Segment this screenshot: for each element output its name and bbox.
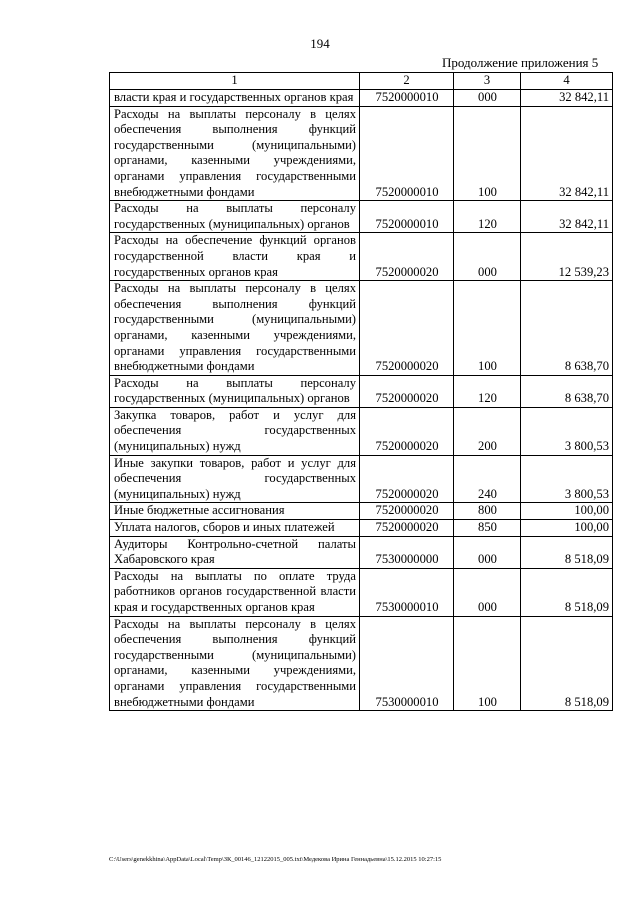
header-col-3: 3 <box>454 73 521 90</box>
table-row <box>110 536 613 568</box>
row-expense-type: 000 <box>454 233 521 281</box>
table-row <box>110 455 613 503</box>
row-amount: 100,00 <box>521 503 613 520</box>
table-row <box>110 520 613 537</box>
row-amount: 32 842,11 <box>521 201 613 233</box>
row-expense-type: 200 <box>454 407 521 455</box>
table-row <box>110 90 613 107</box>
row-name: Иные закупки товаров, работ и услуг для обеспечения государственных (муниципальных) нужд <box>110 455 360 503</box>
row-expense-type: 000 <box>454 568 521 616</box>
row-target-article: 7520000020 <box>360 281 454 376</box>
row-name: Расходы на выплаты персоналу в целях обеспечения выполнения функций государственными (муниципальными) органами, казенными учреждениями, органами управления государственными внебюджетными фондами <box>110 616 360 711</box>
table-row <box>110 281 613 376</box>
row-target-article: 7520000020 <box>360 520 454 537</box>
table-header-row <box>110 73 613 90</box>
row-expense-type: 000 <box>454 536 521 568</box>
row-amount: 8 638,70 <box>521 281 613 376</box>
row-target-article: 7530000010 <box>360 568 454 616</box>
row-amount: 12 539,23 <box>521 233 613 281</box>
row-expense-type: 000 <box>454 90 521 107</box>
row-target-article: 7520000020 <box>360 375 454 407</box>
table-row <box>110 201 613 233</box>
row-name: Иные бюджетные ассигнования <box>110 503 360 520</box>
table-row <box>110 503 613 520</box>
row-amount: 8 638,70 <box>521 375 613 407</box>
row-target-article: 7520000020 <box>360 407 454 455</box>
row-amount: 32 842,11 <box>521 106 613 201</box>
row-name: Расходы на выплаты персоналу в целях обеспечения выполнения функций государственными (муниципальными) органами, казенными учреждениями, органами управления государственными внебюджетными фондами <box>110 281 360 376</box>
row-target-article: 7530000010 <box>360 616 454 711</box>
row-expense-type: 850 <box>454 520 521 537</box>
row-amount: 3 800,53 <box>521 455 613 503</box>
row-expense-type: 100 <box>454 106 521 201</box>
row-amount: 100,00 <box>521 520 613 537</box>
table-row <box>110 568 613 616</box>
row-target-article: 7520000020 <box>360 455 454 503</box>
row-name: Расходы на выплаты по оплате труда работников органов государственной власти края и государственных органов края <box>110 568 360 616</box>
row-target-article: 7520000010 <box>360 90 454 107</box>
footer-file-path: C:\Users\genekkhina\AppData\Local\Temp\ЗК_00146_12122015_005.txt\Медекова Ирина Геннадьевна\15.12.2015 10:27:15 <box>109 856 442 863</box>
row-name: Расходы на выплаты персоналу государственных (муниципальных) органов <box>110 201 360 233</box>
table-row <box>110 106 613 201</box>
row-expense-type: 100 <box>454 616 521 711</box>
table-row <box>110 407 613 455</box>
row-expense-type: 800 <box>454 503 521 520</box>
row-name: Расходы на выплаты персоналу в целях обеспечения выполнения функций государственными (муниципальными) органами, казенными учреждениями, органами управления государственными внебюджетными фондами <box>110 106 360 201</box>
row-expense-type: 120 <box>454 201 521 233</box>
row-name: Аудиторы Контрольно-счетной палаты Хабаровского края <box>110 536 360 568</box>
row-name: Уплата налогов, сборов и иных платежей <box>110 520 360 537</box>
row-amount: 3 800,53 <box>521 407 613 455</box>
row-target-article: 7520000010 <box>360 201 454 233</box>
table-row <box>110 616 613 711</box>
header-col-4: 4 <box>521 73 613 90</box>
row-expense-type: 120 <box>454 375 521 407</box>
row-target-article: 7530000000 <box>360 536 454 568</box>
row-name: Расходы на обеспечение функций органов государственной власти края и государственных органов края <box>110 233 360 281</box>
table-row <box>110 233 613 281</box>
row-name: власти края и государственных органов края <box>110 90 360 107</box>
row-name: Расходы на выплаты персоналу государственных (муниципальных) органов <box>110 375 360 407</box>
continuation-label: Продолжение приложения 5 <box>442 55 599 70</box>
row-amount: 32 842,11 <box>521 90 613 107</box>
page-number: 194 <box>310 36 330 51</box>
row-expense-type: 100 <box>454 281 521 376</box>
row-target-article: 7520000010 <box>360 106 454 201</box>
budget-table <box>109 72 613 711</box>
row-target-article: 7520000020 <box>360 233 454 281</box>
row-name: Закупка товаров, работ и услуг для обеспечения государственных (муниципальных) нужд <box>110 407 360 455</box>
row-amount: 8 518,09 <box>521 568 613 616</box>
header-col-1: 1 <box>110 73 360 90</box>
header-col-2: 2 <box>360 73 454 90</box>
row-amount: 8 518,09 <box>521 616 613 711</box>
row-amount: 8 518,09 <box>521 536 613 568</box>
row-target-article: 7520000020 <box>360 503 454 520</box>
table-row <box>110 375 613 407</box>
row-expense-type: 240 <box>454 455 521 503</box>
